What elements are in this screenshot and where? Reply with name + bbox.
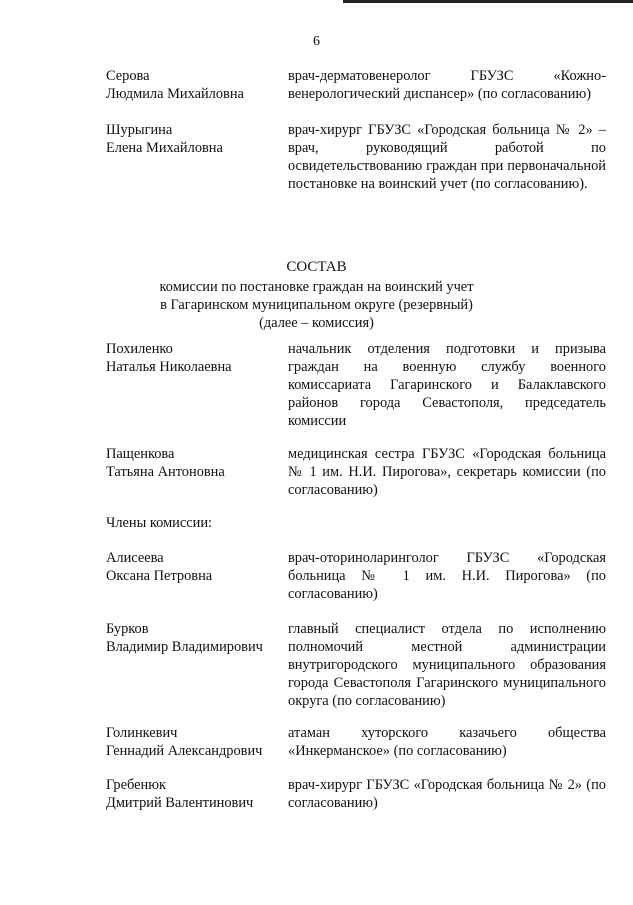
section-heading xyxy=(0,258,633,332)
given-names: Наталья Николаевна xyxy=(106,359,232,375)
given-names: Геннадий Александрович xyxy=(106,743,263,759)
person-role: начальник отделения подготовки и призыва граждан на военную службу военного комиссариата Гагаринского и Балаклавского районов города Севастополя, председатель комиссии xyxy=(288,341,606,429)
person-role: врач-дерматовенеролог ГБУЗС «Кожно-венерологический диспансер» (по согласованию) xyxy=(288,68,606,102)
person-role: врач-хирург ГБУЗС «Городская больница № 2» (по согласованию) xyxy=(288,777,606,811)
person-name xyxy=(106,724,281,760)
given-names: Оксана Петровна xyxy=(106,568,213,584)
person-role: врач-хирург ГБУЗС «Городская больница № 2» – врач, руководящий работой по освидетельствованию граждан при первоначальной постановке на воинский учет (по согласованию). xyxy=(288,122,606,192)
surname: Пащенкова xyxy=(106,446,175,462)
surname: Гребенюк xyxy=(106,777,166,793)
person-name xyxy=(106,340,281,376)
surname: Серова xyxy=(106,68,150,84)
members-label: Члены комиссии: xyxy=(106,515,213,531)
person-name xyxy=(106,776,281,812)
heading-line-2: в Гагаринском муниципальном округе (резервный) xyxy=(160,297,473,313)
heading-line-1: комиссии по постановке граждан на воинский учет xyxy=(159,279,474,295)
heading-title: СОСТАВ xyxy=(286,259,347,275)
person-role: врач-оториноларинголог ГБУЗС «Городская больница № 1 им. Н.И. Пирогова» (по согласованию) xyxy=(288,550,606,602)
person-name xyxy=(106,445,281,481)
person-name xyxy=(106,67,281,103)
person-name xyxy=(106,620,281,656)
surname: Шурыгина xyxy=(106,122,173,138)
given-names: Татьяна Антоновна xyxy=(106,464,225,480)
given-names: Дмитрий Валентинович xyxy=(106,795,254,811)
surname: Бурков xyxy=(106,621,149,637)
given-names: Владимир Владимирович xyxy=(106,639,263,655)
person-name xyxy=(106,121,281,157)
person-role: атаман хуторского казачьего общества «Инкерманское» (по согласованию) xyxy=(288,725,606,759)
given-names: Елена Михайловна xyxy=(106,140,223,156)
surname: Похиленко xyxy=(106,341,173,357)
surname: Голинкевич xyxy=(106,725,178,741)
page-number: 6 xyxy=(313,34,320,49)
person-role: главный специалист отдела по исполнению полномочий местной администрации внутригородского муниципального образования города Севастополя Гагаринского муниципального округа (по согласованию) xyxy=(288,621,606,709)
heading-line-3: (далее – комиссия) xyxy=(259,315,374,331)
person-role: медицинская сестра ГБУЗС «Городская больница № 1 им. Н.И. Пирогова», секретарь комиссии (по согласованию) xyxy=(288,446,606,498)
top-edge-line xyxy=(343,0,633,3)
person-name xyxy=(106,549,281,585)
given-names: Людмила Михайловна xyxy=(106,86,244,102)
surname: Алисеева xyxy=(106,550,164,566)
